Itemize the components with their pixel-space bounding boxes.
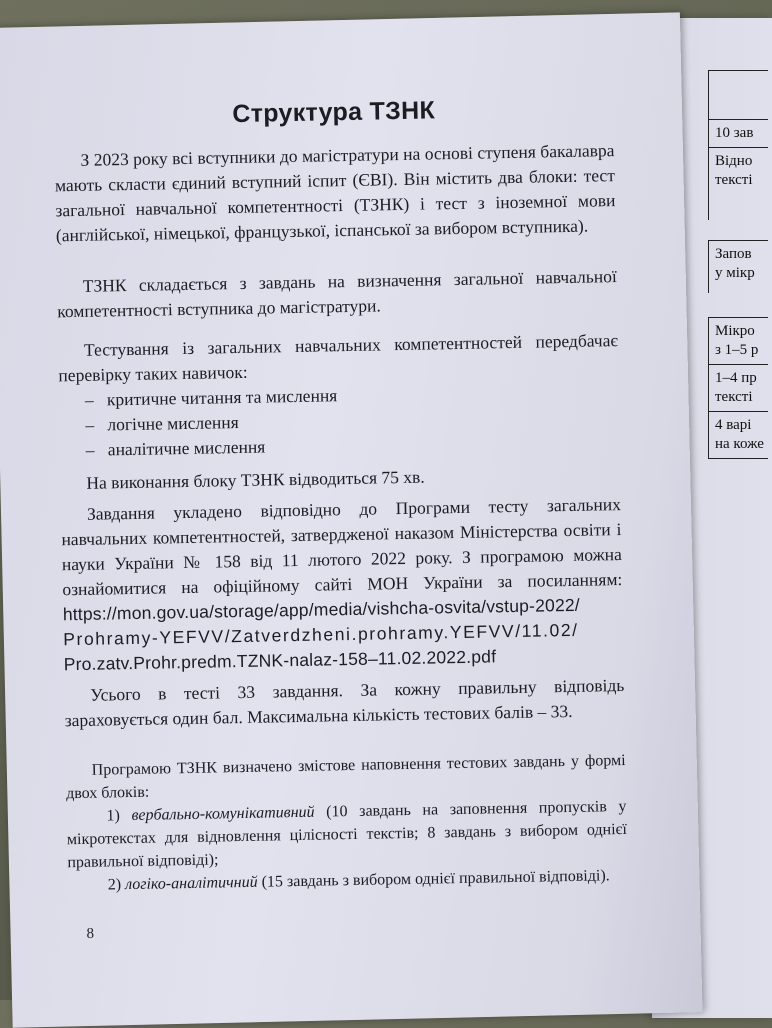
block-1-number: 1): [106, 807, 121, 825]
block-2-name: логіко-аналітичний: [124, 873, 258, 894]
block-1-description: (10 завдань на заповнення пропусків у мікротекстах для відновлення цілісності текстів; 8 завдань з вибором однієї правильної відповіді);: [66, 797, 628, 872]
block-2-number: 2): [107, 876, 122, 894]
left-page: [0, 12, 703, 1027]
program-url-part1: https://mon.gov.ua/storage/app/media/vishcha-osvita/vstup-2022/: [62, 594, 581, 625]
table-cell: Відно тексті: [708, 147, 768, 220]
page-number: 8: [86, 925, 95, 943]
list-item: – аналітичне мислення: [86, 428, 620, 463]
table-cell: Запов у мікр: [708, 240, 768, 293]
list-item: – логічне мислення: [85, 403, 619, 438]
total-paragraph: Усього в тесті 33 завдання. За кожну правильну відповідь зараховується один бал. Максимальна кількість тестових балів – 33.: [64, 675, 625, 731]
testing-intro: Тестування із загальних навчальних компетентностей передбачає перевірку таких навичок:: [58, 330, 619, 386]
table-cell: 1–4 пр тексті: [708, 364, 768, 411]
block-1: [66, 795, 627, 874]
table-cell: 10 зав: [708, 119, 768, 147]
program-text: Завдання укладено відповідно до Програми тесту загальних навчальних компетентностей, затвердженої наказом Міністерства освіти і науки України № 158 від 11 лютого 2022 року. З програмою можна ознайомитися на офіційному сайті МОН України за посиланням:: [61, 494, 623, 600]
table-cell: 4 варі на коже: [708, 411, 768, 459]
tznk-description: ТЗНК складається з завдань на визначення загальної навчальної компетентності вступника до магістратури.: [57, 266, 617, 322]
intro-paragraph: З 2023 року всі вступники до магістратури на основі ступеня бакалавра мають скласти єдиний вступний іспит (ЄВІ). Він містить два блоки: тест загальної навчальної компетентності (ТЗНК) і тест з іноземної мови (англійської, німецької, французької, іспанської за вибором вступника).: [54, 140, 616, 246]
program-paragraph: [61, 492, 624, 677]
page-content: [54, 95, 628, 897]
right-page-table: [708, 70, 768, 459]
block-1-name: вербально-комунікативний: [131, 803, 315, 825]
time-paragraph: На виконання блоку ТЗНК відводиться 75 хв.: [86, 466, 425, 493]
skills-list: [59, 378, 620, 463]
blocks-section: [65, 749, 627, 897]
table-cell: [708, 70, 768, 119]
program-url-part3: Pro.zatv.Prohr.predm.TZNK-nalaz-158–11.02.2022.pdf: [63, 646, 497, 675]
table-cell: Мікро з 1–5 р: [708, 317, 768, 364]
page-title: Структура ТЗНК: [232, 96, 436, 129]
block-2-description: (15 завдань з вибором однієї правильної відповіді).: [261, 867, 610, 891]
blocks-intro: Програмою ТЗНК визначено змістове наповнення тестових завдань у формі двох блоків:: [65, 751, 626, 803]
list-item: – критичне читання та мислення: [85, 378, 619, 413]
program-url-part2: Prohramy-YEFVV/Zatverdzheni.prohramy.YEFVV/11.02/: [63, 619, 579, 650]
